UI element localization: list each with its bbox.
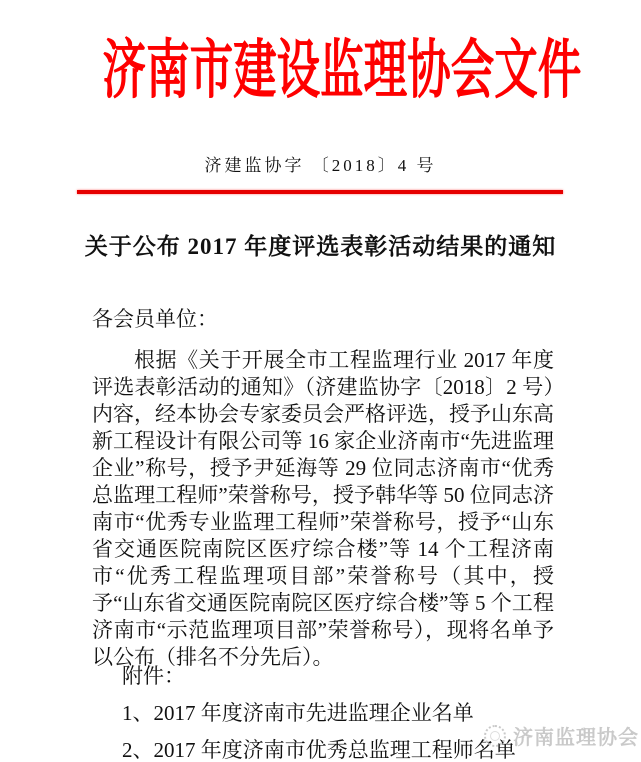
notice-title: 关于公布 2017 年度评选表彰活动结果的通知 [84,234,557,259]
document-body [92,306,554,671]
red-header-org-title: 济南市建设监理协会文件 [102,35,582,106]
attachments-section [122,666,516,762]
red-divider-line [77,190,563,194]
attachments-label: 附件： [122,664,185,688]
document-number: 济建监协字 〔2018〕4 号 [204,156,437,175]
association-logo-icon [484,725,506,747]
attachment-item: 2、2017 年度济南市优秀总监理工程师名单 [122,738,516,762]
body-paragraph: 根据《关于开展全市工程监理行业 2017 年度评选表彰活动的通知》（济建监协字〔2018〕2 号）内容，经本协会专家委员会严格评选，授予山东高新工程设计有限公司等 16 家企业济南市“先进监理企业”称号，授予尹延海等 29 位同志济南市“优秀总监理工程师”荣誉称号，授予韩华等 50 位同志济南市“优秀专业监理工程师”荣誉称号，授予“山东省交通医院南院区医疗综合楼”等 14 个工程济南市“优秀工程监理项目部”荣誉称号（其中，授予“山东省交通医院南院区医疗综合楼”等 5 个工程济南市“示范监理项目部”荣誉称号），现将名单予以公布（排名不分先后）。 [92,348,554,669]
salutation: 各会员单位： [92,307,218,331]
association-watermark-text: 济南监理协会 [513,727,639,749]
attachment-item: 1、2017 年度济南市先进监理企业名单 [122,701,474,725]
association-watermark [484,721,639,750]
